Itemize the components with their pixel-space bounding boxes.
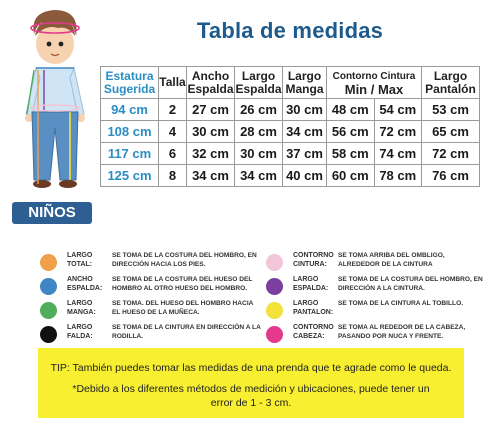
cell-largo-espalda: 34 cm — [235, 165, 283, 187]
header-largo-espalda: Largo Espalda — [235, 67, 283, 99]
error-note: *Debido a los diferentes métodos de medición y ubicaciones, puede tener un error de 1 - 3 cm. — [72, 383, 430, 409]
magenta-dot-icon — [266, 326, 283, 343]
cell-ancho: 27 cm — [187, 99, 235, 121]
legend-item-contorno-cabeza: CONTORNO CABEZA: SE TOMA AL REDEDOR DE LA CABEZA, PASANDO POR NUCA Y FRENTE. — [266, 322, 496, 352]
cell-largo-manga: 34 cm — [283, 121, 327, 143]
cell-largo-manga: 30 cm — [283, 99, 327, 121]
cell-max: 78 cm — [374, 165, 422, 187]
page-title: Tabla de medidas — [196, 18, 384, 43]
cell-talla: 6 — [159, 143, 187, 165]
cell-pantalon: 53 cm — [422, 99, 480, 121]
orange-dot-icon — [40, 254, 57, 271]
cell-min: 48 cm — [327, 99, 375, 121]
header-largo-pantalon: Largo Pantalón — [422, 67, 480, 99]
legend-item-ancho-espalda: ANCHO ESPALDA: SE TOMA DE LA COSTURA DEL HUESO DEL HOMBRO AL OTRO HUESO DEL HOMBRO. — [40, 274, 270, 304]
cell-pantalon: 65 cm — [422, 121, 480, 143]
cell-min: 60 cm — [327, 165, 375, 187]
cell-talla: 4 — [159, 121, 187, 143]
purple-dot-icon — [266, 278, 283, 295]
cell-max: 74 cm — [374, 143, 422, 165]
cell-estatura: 108 cm — [101, 121, 159, 143]
legend-item-contorno-cintura: CONTORNO CINTURA: SE TOMA ARRIBA DEL OMBLIGO, ALREDEDOR DE LA CINTURA — [266, 250, 496, 280]
green-dot-icon — [40, 302, 57, 319]
cell-pantalon: 76 cm — [422, 165, 480, 187]
cell-largo-espalda: 28 cm — [235, 121, 283, 143]
cell-ancho: 34 cm — [187, 165, 235, 187]
cell-estatura: 125 cm — [101, 165, 159, 187]
cell-largo-manga: 37 cm — [283, 143, 327, 165]
cell-pantalon: 72 cm — [422, 143, 480, 165]
blue-dot-icon — [40, 278, 57, 295]
cell-estatura: 117 cm — [101, 143, 159, 165]
legend-item-largo-espalda: LARGO ESPALDA: SE TOMA DE LA COSTURA DEL HOMBRO, EN DIRECCIÓN A LA CINTURA. — [266, 274, 496, 304]
child-figure-illustration — [8, 4, 100, 204]
header-largo-manga: Largo Manga — [283, 67, 327, 99]
tip-text: TIP: También puedes tomar las medidas de una prenda que te agrade como le queda. — [50, 362, 452, 374]
cell-largo-manga: 40 cm — [283, 165, 327, 187]
cell-min: 58 cm — [327, 143, 375, 165]
table-row — [101, 99, 480, 121]
header-talla: Talla — [159, 67, 187, 99]
cell-max: 72 cm — [374, 121, 422, 143]
cell-largo-espalda: 30 cm — [235, 143, 283, 165]
pink-dot-icon — [266, 254, 283, 271]
cell-talla: 8 — [159, 165, 187, 187]
cell-ancho: 32 cm — [187, 143, 235, 165]
yellow-dot-icon — [266, 302, 283, 319]
table-row — [101, 121, 480, 143]
size-table — [100, 66, 480, 187]
cell-max: 54 cm — [374, 99, 422, 121]
cell-ancho: 30 cm — [187, 121, 235, 143]
header-contorno-cintura: Contorno Cintura Min / Max — [327, 67, 422, 99]
legend-item-largo-pantalon: LARGO PANTALON: SE TOMA DE LA CINTURA AL TOBILLO. — [266, 298, 496, 328]
cell-min: 56 cm — [327, 121, 375, 143]
header-estatura: Estatura Sugerida — [101, 67, 159, 99]
header-ancho-espalda: Ancho Espalda — [187, 67, 235, 99]
tip-box — [38, 348, 464, 418]
cell-talla: 2 — [159, 99, 187, 121]
ninos-badge: NIÑOS — [12, 202, 92, 224]
legend-item-largo-total: LARGO TOTAL: SE TOMA DE LA COSTURA DEL HOMBRO, EN DIRECCIÓN HACIA LOS PIES. — [40, 250, 270, 280]
legend-item-largo-manga: LARGO MANGA: SE TOMA. DEL HUESO DEL HOMBRO HACIA EL HUESO DE LA MUÑECA. — [40, 298, 270, 328]
black-dot-icon — [40, 326, 57, 343]
table-row — [101, 143, 480, 165]
table-header-row — [101, 67, 480, 99]
cell-largo-espalda: 26 cm — [235, 99, 283, 121]
cell-estatura: 94 cm — [101, 99, 159, 121]
legend-item-largo-falda: LARGO FALDA: SE TOMA DE LA CINTURA EN DIRECCIÓN A LA RODILLA. — [40, 322, 270, 352]
table-row — [101, 165, 480, 187]
